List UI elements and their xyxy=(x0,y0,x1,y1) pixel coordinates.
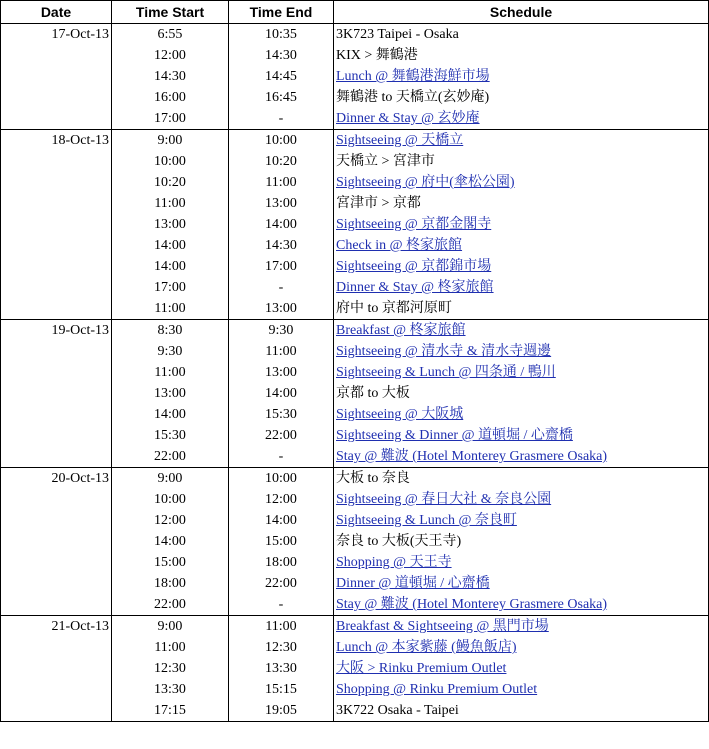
schedule-link[interactable]: Sightseeing & Dinner @ 道頓堀 / 心齋橋 xyxy=(336,428,573,443)
cell-time-end[interactable]: 11:00 xyxy=(229,616,334,638)
cell-time-start[interactable]: 14:00 xyxy=(112,404,229,425)
schedule-link[interactable]: Shopping @ 天王寺 xyxy=(336,555,452,570)
cell-time-end[interactable]: 14:45 xyxy=(229,66,334,87)
cell-date[interactable] xyxy=(1,425,112,446)
table-row xyxy=(1,362,709,383)
cell-schedule[interactable] xyxy=(334,341,709,362)
cell-date[interactable] xyxy=(1,552,112,573)
table-row xyxy=(1,489,709,510)
table-row xyxy=(1,151,709,172)
cell-time-start[interactable]: 22:00 xyxy=(112,446,229,468)
cell-time-end[interactable]: - xyxy=(229,594,334,616)
table-row xyxy=(1,594,709,616)
cell-schedule[interactable] xyxy=(334,552,709,573)
table-row xyxy=(1,637,709,658)
cell-date[interactable]: 20-Oct-13 xyxy=(1,468,112,490)
header-schedule[interactable]: Schedule xyxy=(334,1,709,24)
cell-schedule[interactable] xyxy=(334,130,709,152)
cell-date[interactable] xyxy=(1,214,112,235)
cell-time-end[interactable]: 11:00 xyxy=(229,341,334,362)
schedule-text: 宮津市 > 京都 xyxy=(336,196,421,211)
cell-time-end[interactable]: 15:00 xyxy=(229,531,334,552)
cell-time-end[interactable]: 13:00 xyxy=(229,362,334,383)
header-row xyxy=(1,1,709,24)
cell-schedule[interactable] xyxy=(334,298,709,320)
cell-time-start[interactable]: 12:00 xyxy=(112,45,229,66)
cell-time-start[interactable]: 17:00 xyxy=(112,277,229,298)
cell-date[interactable] xyxy=(1,679,112,700)
cell-time-start[interactable]: 13:30 xyxy=(112,679,229,700)
schedule-link[interactable]: Sightseeing & Lunch @ 奈良町 xyxy=(336,513,517,528)
cell-time-start[interactable]: 15:30 xyxy=(112,425,229,446)
header-date[interactable]: Date xyxy=(1,1,112,24)
schedule-link[interactable]: Sightseeing @ 府中(傘松公園) xyxy=(336,175,515,190)
cell-schedule[interactable] xyxy=(334,45,709,66)
cell-schedule[interactable] xyxy=(334,700,709,722)
cell-time-end[interactable]: 19:05 xyxy=(229,700,334,722)
cell-schedule[interactable] xyxy=(334,172,709,193)
cell-date[interactable] xyxy=(1,594,112,616)
cell-time-end[interactable]: 13:00 xyxy=(229,193,334,214)
cell-date[interactable] xyxy=(1,383,112,404)
cell-time-end[interactable]: 14:30 xyxy=(229,45,334,66)
schedule-text: 府中 to 京都河原町 xyxy=(336,301,452,316)
cell-time-start[interactable]: 10:20 xyxy=(112,172,229,193)
cell-time-end[interactable]: 13:00 xyxy=(229,298,334,320)
cell-time-end[interactable]: 16:45 xyxy=(229,87,334,108)
cell-date[interactable] xyxy=(1,341,112,362)
cell-schedule[interactable] xyxy=(334,573,709,594)
table-row xyxy=(1,193,709,214)
cell-schedule[interactable] xyxy=(334,531,709,552)
table-row xyxy=(1,700,709,722)
schedule-text: 3K722 Osaka - Taipei xyxy=(336,703,459,718)
cell-time-start[interactable]: 9:00 xyxy=(112,468,229,490)
table-row xyxy=(1,552,709,573)
cell-time-end[interactable]: 17:00 xyxy=(229,256,334,277)
cell-date[interactable] xyxy=(1,531,112,552)
cell-time-end[interactable]: 15:15 xyxy=(229,679,334,700)
cell-time-start[interactable]: 17:00 xyxy=(112,108,229,130)
table-row xyxy=(1,468,709,490)
schedule-link[interactable]: Sightseeing @ 京都金閣寺 xyxy=(336,217,492,232)
cell-date[interactable]: 19-Oct-13 xyxy=(1,320,112,342)
table-row xyxy=(1,573,709,594)
cell-time-start[interactable]: 13:00 xyxy=(112,383,229,404)
schedule-link[interactable]: Sightseeing @ 清水寺 & 清水寺週邊 xyxy=(336,344,552,359)
table-row xyxy=(1,214,709,235)
cell-time-start[interactable]: 11:00 xyxy=(112,362,229,383)
schedule-text: 奈良 to 大板(天王寺) xyxy=(336,534,462,549)
cell-time-start[interactable]: 11:00 xyxy=(112,298,229,320)
table-row xyxy=(1,425,709,446)
cell-time-start[interactable]: 14:00 xyxy=(112,256,229,277)
cell-date[interactable] xyxy=(1,489,112,510)
cell-time-start[interactable]: 14:00 xyxy=(112,235,229,256)
table-row xyxy=(1,256,709,277)
table-row xyxy=(1,235,709,256)
table-row xyxy=(1,446,709,468)
cell-schedule[interactable] xyxy=(334,468,709,490)
table-row xyxy=(1,616,709,638)
cell-schedule[interactable] xyxy=(334,277,709,298)
schedule-link[interactable]: Lunch @ 本家紫藤 (鰻魚飯店) xyxy=(336,640,517,655)
cell-time-start[interactable]: 15:00 xyxy=(112,552,229,573)
cell-schedule[interactable] xyxy=(334,679,709,700)
cell-schedule[interactable] xyxy=(334,235,709,256)
cell-time-end[interactable]: 10:20 xyxy=(229,151,334,172)
table-row xyxy=(1,130,709,152)
cell-date[interactable] xyxy=(1,658,112,679)
cell-date[interactable] xyxy=(1,235,112,256)
cell-schedule[interactable] xyxy=(334,510,709,531)
table-row xyxy=(1,531,709,552)
schedule-link[interactable]: Sightseeing @ 大阪城 xyxy=(336,407,464,422)
schedule-text: 天橋立 > 宮津市 xyxy=(336,154,435,169)
table-row xyxy=(1,404,709,425)
cell-schedule[interactable] xyxy=(334,256,709,277)
cell-date[interactable] xyxy=(1,66,112,87)
cell-date[interactable] xyxy=(1,87,112,108)
cell-date[interactable] xyxy=(1,193,112,214)
cell-time-start[interactable]: 9:00 xyxy=(112,616,229,638)
cell-date[interactable] xyxy=(1,404,112,425)
cell-schedule[interactable] xyxy=(334,214,709,235)
schedule-link[interactable]: Lunch @ 舞鶴港海鮮市場 xyxy=(336,69,490,84)
cell-date[interactable] xyxy=(1,362,112,383)
cell-time-start[interactable]: 10:00 xyxy=(112,489,229,510)
cell-date[interactable] xyxy=(1,637,112,658)
cell-time-start[interactable]: 10:00 xyxy=(112,151,229,172)
cell-schedule[interactable] xyxy=(334,151,709,172)
cell-time-start[interactable]: 8:30 xyxy=(112,320,229,342)
cell-time-end[interactable]: 18:00 xyxy=(229,552,334,573)
cell-schedule[interactable] xyxy=(334,193,709,214)
table-row xyxy=(1,66,709,87)
cell-date[interactable]: 21-Oct-13 xyxy=(1,616,112,638)
cell-time-start[interactable]: 18:00 xyxy=(112,573,229,594)
cell-date[interactable] xyxy=(1,700,112,722)
cell-schedule[interactable] xyxy=(334,66,709,87)
cell-time-end[interactable]: - xyxy=(229,277,334,298)
cell-schedule[interactable] xyxy=(334,362,709,383)
cell-time-end[interactable]: 14:00 xyxy=(229,510,334,531)
cell-time-end[interactable]: 12:00 xyxy=(229,489,334,510)
cell-date[interactable]: 17-Oct-13 xyxy=(1,24,112,46)
table-row xyxy=(1,510,709,531)
cell-date[interactable] xyxy=(1,298,112,320)
cell-date[interactable] xyxy=(1,446,112,468)
cell-schedule[interactable] xyxy=(334,425,709,446)
schedule-link[interactable]: Check in @ 柊家旅館 xyxy=(336,238,463,253)
schedule-link[interactable]: Sightseeing & Lunch @ 四条通 / 鴨川 xyxy=(336,365,556,380)
cell-date[interactable] xyxy=(1,277,112,298)
cell-date[interactable] xyxy=(1,510,112,531)
schedule-link[interactable]: 大阪 > Rinku Premium Outlet xyxy=(336,661,507,676)
cell-time-end[interactable]: 14:00 xyxy=(229,214,334,235)
schedule-link[interactable]: Dinner & Stay @ 玄妙庵 xyxy=(336,111,480,126)
cell-schedule[interactable] xyxy=(334,489,709,510)
schedule-text: 舞鶴港 to 天橋立(玄妙庵) xyxy=(336,90,490,105)
cell-time-start[interactable]: 17:15 xyxy=(112,700,229,722)
cell-schedule[interactable] xyxy=(334,108,709,130)
schedule-link[interactable]: Sightseeing @ 天橋立 xyxy=(336,133,464,148)
cell-time-end[interactable]: 22:00 xyxy=(229,425,334,446)
schedule-link[interactable]: Sightseeing @ 春日大社 & 奈良公園 xyxy=(336,492,552,507)
table-row xyxy=(1,24,709,46)
schedule-link[interactable]: Dinner & Stay @ 柊家旅館 xyxy=(336,280,494,295)
schedule-link[interactable]: Dinner @ 道頓堀 / 心齋橋 xyxy=(336,576,490,591)
cell-time-start[interactable]: 14:00 xyxy=(112,531,229,552)
cell-schedule[interactable] xyxy=(334,637,709,658)
cell-time-end[interactable]: 9:30 xyxy=(229,320,334,342)
cell-time-end[interactable]: 10:00 xyxy=(229,130,334,152)
cell-schedule[interactable] xyxy=(334,594,709,616)
schedule-text: 大板 to 奈良 xyxy=(336,471,410,486)
cell-time-end[interactable]: 14:00 xyxy=(229,383,334,404)
cell-time-start[interactable]: 9:30 xyxy=(112,341,229,362)
cell-time-start[interactable]: 14:30 xyxy=(112,66,229,87)
cell-time-end[interactable]: 22:00 xyxy=(229,573,334,594)
cell-time-end[interactable]: 15:30 xyxy=(229,404,334,425)
table-row xyxy=(1,108,709,130)
cell-time-end[interactable]: 13:30 xyxy=(229,658,334,679)
schedule-link[interactable]: Sightseeing @ 京都錦市場 xyxy=(336,259,492,274)
table-row xyxy=(1,87,709,108)
cell-time-start[interactable]: 11:00 xyxy=(112,637,229,658)
schedule-link[interactable]: Stay @ 難波 (Hotel Monterey Grasmere Osaka) xyxy=(336,597,608,612)
cell-time-start[interactable]: 9:00 xyxy=(112,130,229,152)
cell-time-end[interactable]: 10:35 xyxy=(229,24,334,46)
schedule-link[interactable]: Stay @ 難波 (Hotel Monterey Grasmere Osaka) xyxy=(336,449,608,464)
cell-schedule[interactable] xyxy=(334,24,709,46)
cell-time-start[interactable]: 13:00 xyxy=(112,214,229,235)
cell-date[interactable] xyxy=(1,151,112,172)
cell-date[interactable] xyxy=(1,108,112,130)
cell-time-end[interactable]: 14:30 xyxy=(229,235,334,256)
schedule-link[interactable]: Shopping @ Rinku Premium Outlet xyxy=(336,682,538,697)
schedule-text: 3K723 Taipei - Osaka xyxy=(336,27,459,42)
cell-time-start[interactable]: 11:00 xyxy=(112,193,229,214)
itinerary-body xyxy=(1,24,709,722)
schedule-text: KIX > 舞鶴港 xyxy=(336,48,418,63)
cell-time-start[interactable]: 12:00 xyxy=(112,510,229,531)
cell-time-start[interactable]: 22:00 xyxy=(112,594,229,616)
table-row xyxy=(1,277,709,298)
table-row xyxy=(1,679,709,700)
cell-date[interactable] xyxy=(1,573,112,594)
cell-schedule[interactable] xyxy=(334,446,709,468)
table-row xyxy=(1,383,709,404)
schedule-text: 京都 to 大板 xyxy=(336,386,410,401)
cell-schedule[interactable] xyxy=(334,87,709,108)
cell-schedule[interactable] xyxy=(334,658,709,679)
table-row xyxy=(1,172,709,193)
table-row xyxy=(1,341,709,362)
header-time-start[interactable]: Time Start xyxy=(112,1,229,24)
cell-date[interactable] xyxy=(1,172,112,193)
schedule-link[interactable]: Breakfast & Sightseeing @ 黑門市場 xyxy=(336,619,549,634)
cell-date[interactable] xyxy=(1,45,112,66)
cell-date[interactable] xyxy=(1,256,112,277)
cell-time-end[interactable]: - xyxy=(229,108,334,130)
cell-schedule[interactable] xyxy=(334,383,709,404)
cell-time-end[interactable]: 12:30 xyxy=(229,637,334,658)
cell-schedule[interactable] xyxy=(334,320,709,342)
header-time-end[interactable]: Time End xyxy=(229,1,334,24)
cell-time-start[interactable]: 6:55 xyxy=(112,24,229,46)
cell-time-end[interactable]: 11:00 xyxy=(229,172,334,193)
table-row xyxy=(1,320,709,342)
schedule-link[interactable]: Breakfast @ 柊家旅館 xyxy=(336,323,466,338)
cell-schedule[interactable] xyxy=(334,404,709,425)
table-row xyxy=(1,45,709,66)
cell-time-end[interactable]: 10:00 xyxy=(229,468,334,490)
cell-time-start[interactable]: 12:30 xyxy=(112,658,229,679)
cell-time-end[interactable]: - xyxy=(229,446,334,468)
cell-schedule[interactable] xyxy=(334,616,709,638)
cell-date[interactable]: 18-Oct-13 xyxy=(1,130,112,152)
table-row xyxy=(1,658,709,679)
cell-time-start[interactable]: 16:00 xyxy=(112,87,229,108)
table-row xyxy=(1,298,709,320)
